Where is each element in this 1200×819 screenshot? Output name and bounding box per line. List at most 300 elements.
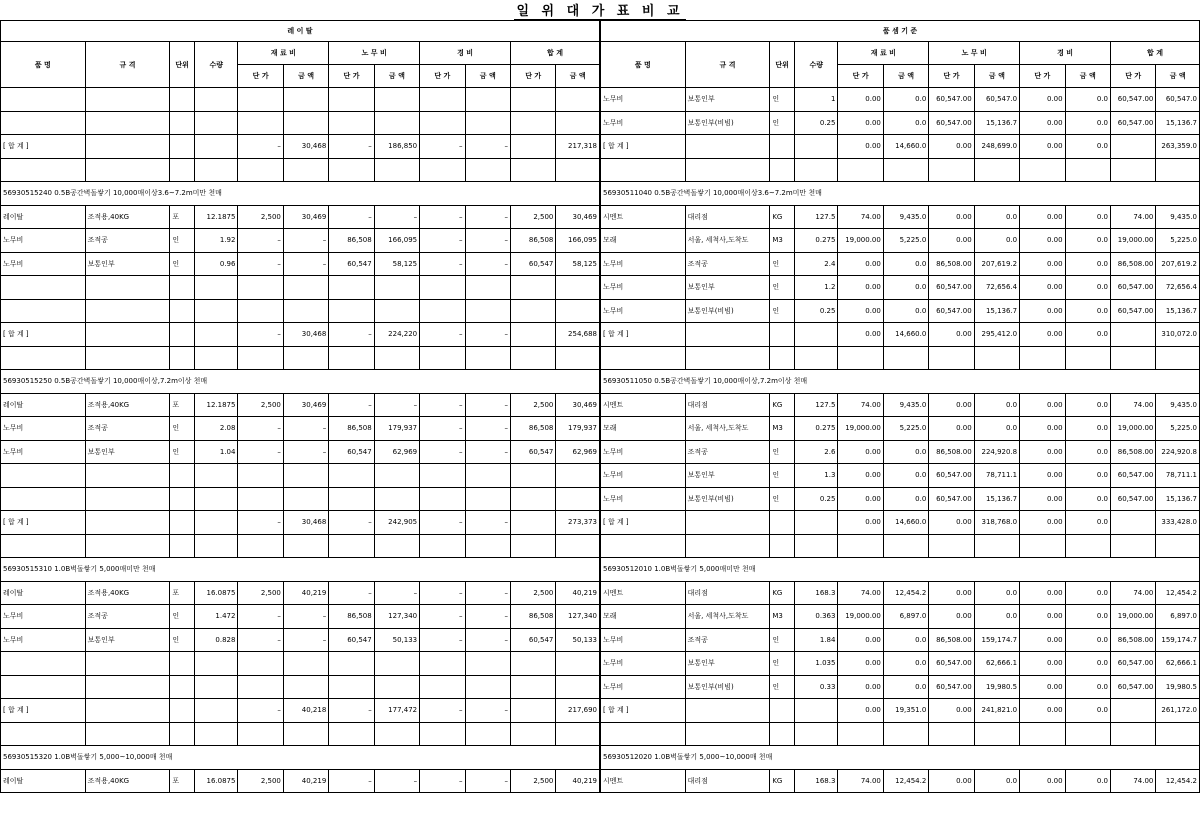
item-unit: KG (770, 393, 795, 417)
empty-cell (510, 722, 555, 746)
item-unit: 인 (770, 464, 795, 488)
value-ma: 0.0 (883, 652, 928, 676)
empty-cell (420, 534, 465, 558)
empty-cell (929, 722, 974, 746)
empty-cell (1020, 158, 1065, 182)
value-ea: 0.0 (1065, 393, 1110, 417)
empty-cell (838, 158, 883, 182)
item-row (1, 581, 600, 605)
sum-label: [ 합 계 ] (1, 511, 86, 535)
column-header-expense: 경 비 (1020, 42, 1111, 65)
empty-cell (283, 464, 328, 488)
empty-cell (195, 487, 238, 511)
value-tu: 60,547.00 (1110, 675, 1155, 699)
empty-cell (465, 722, 510, 746)
value-mu: – (238, 229, 283, 253)
empty-cell (329, 722, 374, 746)
empty-cell (283, 111, 328, 135)
empty-cell (556, 88, 600, 112)
empty-cell (85, 722, 170, 746)
empty-cell (85, 675, 170, 699)
value-lu: 60,547.00 (929, 88, 974, 112)
value-tu (510, 323, 555, 347)
value-la: 127,340 (374, 605, 419, 629)
section-title: 56930511040 0.5B공간벽돌쌓기 10,000매이상3.6~7.2m미만 천매 (601, 182, 1200, 206)
right-cost-table (600, 20, 1200, 793)
item-row (1, 229, 600, 253)
empty-cell (238, 722, 283, 746)
empty-cell (685, 158, 770, 182)
value-mu: 0.00 (838, 252, 883, 276)
table-group-header: 품 셈 기 준 (601, 21, 1200, 42)
value-ea: 0.0 (1065, 675, 1110, 699)
value-mu: 0.00 (838, 511, 883, 535)
empty-cell (974, 158, 1019, 182)
item-row (601, 417, 1200, 441)
value-tu: 74.00 (1110, 393, 1155, 417)
value-lu: 0.00 (929, 581, 974, 605)
value-ma: – (283, 417, 328, 441)
item-name: 시멘트 (601, 581, 686, 605)
value-ma: 40,219 (283, 581, 328, 605)
value-ea: 0.0 (1065, 229, 1110, 253)
value-mu: 0.00 (838, 699, 883, 723)
item-qty: 12.1875 (195, 205, 238, 229)
value-ma: 0.0 (883, 276, 928, 300)
header-row (601, 21, 1200, 42)
empty-cell (1020, 722, 1065, 746)
value-ma: 6,897.0 (883, 605, 928, 629)
column-header-unit-price: 단 가 (329, 65, 374, 88)
value-ma: 0.0 (883, 675, 928, 699)
empty-cell (238, 88, 283, 112)
value-tu: 86,508 (510, 605, 555, 629)
value-eu: 0.00 (1020, 299, 1065, 323)
empty-cell (170, 158, 195, 182)
value-la: 159,174.7 (974, 628, 1019, 652)
value-ea: – (465, 628, 510, 652)
empty-cell (1, 111, 86, 135)
empty-cell (329, 346, 374, 370)
item-name: 노무비 (1, 417, 86, 441)
empty-cell (1110, 722, 1155, 746)
value-la: 0.0 (974, 769, 1019, 793)
empty-cell (238, 675, 283, 699)
value-tu (510, 511, 555, 535)
table-row (1, 675, 600, 699)
empty-cell (195, 534, 238, 558)
empty-cell (374, 722, 419, 746)
table-row (601, 722, 1200, 746)
value-ma: 0.0 (883, 88, 928, 112)
page-title (0, 0, 1200, 20)
value-ea: – (465, 769, 510, 793)
empty-cell (85, 323, 170, 347)
value-eu: – (420, 252, 465, 276)
value-eu: 0.00 (1020, 675, 1065, 699)
sum-row (1, 511, 600, 535)
empty-cell (374, 158, 419, 182)
section-title: 56930512010 1.0B벽돌쌓기 5,000매미만 천매 (601, 558, 1200, 582)
table-row (1, 487, 600, 511)
empty-cell (465, 276, 510, 300)
value-mu: 74.00 (838, 205, 883, 229)
item-qty: 0.25 (795, 111, 838, 135)
value-tu (1110, 511, 1155, 535)
empty-cell (556, 111, 600, 135)
value-tu: 60,547.00 (1110, 464, 1155, 488)
value-mu: – (238, 323, 283, 347)
section-title: 56930512020 1.0B벽돌쌓기 5,000~10,000매 천매 (601, 746, 1200, 770)
column-header-qty: 수량 (795, 42, 838, 88)
value-eu: 0.00 (1020, 252, 1065, 276)
item-unit: 인 (770, 440, 795, 464)
empty-cell (170, 487, 195, 511)
value-lu: – (329, 581, 374, 605)
empty-cell (929, 158, 974, 182)
empty-cell (85, 276, 170, 300)
item-unit: 인 (770, 299, 795, 323)
empty-cell (601, 534, 686, 558)
empty-cell (170, 111, 195, 135)
value-ea: 0.0 (1065, 652, 1110, 676)
value-la: 0.0 (974, 229, 1019, 253)
item-qty: 1.92 (195, 229, 238, 253)
value-ta: 261,172.0 (1156, 699, 1200, 723)
empty-cell (770, 158, 795, 182)
value-ma: – (283, 440, 328, 464)
value-mu: – (238, 252, 283, 276)
value-ea: – (465, 135, 510, 159)
empty-cell (283, 652, 328, 676)
item-spec: 조적공 (685, 628, 770, 652)
empty-cell (420, 675, 465, 699)
empty-cell (974, 722, 1019, 746)
value-la: 15,136.7 (974, 487, 1019, 511)
value-tu: 86,508.00 (1110, 628, 1155, 652)
value-mu: 19,000.00 (838, 417, 883, 441)
column-header-labor: 노 무 비 (329, 42, 420, 65)
value-eu: – (420, 581, 465, 605)
sum-label: [ 합 계 ] (601, 135, 686, 159)
value-tu: 60,547 (510, 628, 555, 652)
empty-cell (283, 487, 328, 511)
item-row (1, 417, 600, 441)
empty-cell (374, 111, 419, 135)
empty-cell (329, 88, 374, 112)
value-ea: 0.0 (1065, 205, 1110, 229)
value-ma: 0.0 (883, 487, 928, 511)
section-row (601, 558, 1200, 582)
empty-cell (329, 534, 374, 558)
item-row (601, 652, 1200, 676)
item-qty: 0.25 (795, 487, 838, 511)
value-eu: 0.00 (1020, 323, 1065, 347)
empty-cell (420, 111, 465, 135)
empty-cell (329, 652, 374, 676)
value-mu: 2,500 (238, 205, 283, 229)
item-unit: 인 (170, 252, 195, 276)
value-ea: – (465, 699, 510, 723)
empty-cell (195, 158, 238, 182)
value-ma: 12,454.2 (883, 581, 928, 605)
empty-cell (329, 299, 374, 323)
column-header-qty: 수량 (195, 42, 238, 88)
value-ea: – (465, 393, 510, 417)
value-tu: 60,547 (510, 252, 555, 276)
empty-cell (238, 299, 283, 323)
value-la: 62,666.1 (974, 652, 1019, 676)
value-ma: – (283, 628, 328, 652)
value-ea: 0.0 (1065, 276, 1110, 300)
value-eu: – (420, 135, 465, 159)
table-row (1, 652, 600, 676)
column-header-expense: 경 비 (420, 42, 511, 65)
right-table-container (600, 20, 1200, 793)
empty-cell (238, 652, 283, 676)
empty-cell (238, 346, 283, 370)
empty-cell (1110, 346, 1155, 370)
value-tu: 86,508 (510, 229, 555, 253)
value-lu: 60,547.00 (929, 299, 974, 323)
value-tu: 60,547.00 (1110, 88, 1155, 112)
value-ma: 5,225.0 (883, 417, 928, 441)
sum-label: [ 합 계 ] (1, 699, 86, 723)
empty-cell (465, 652, 510, 676)
value-ma: – (283, 252, 328, 276)
value-lu: 60,547.00 (929, 276, 974, 300)
empty-cell (838, 534, 883, 558)
value-la: 224,920.8 (974, 440, 1019, 464)
value-la: – (374, 393, 419, 417)
column-header-unit-price: 단 가 (929, 65, 974, 88)
empty-cell (556, 722, 600, 746)
item-spec: 보통인부 (85, 252, 170, 276)
empty-cell (170, 652, 195, 676)
item-unit: 인 (770, 276, 795, 300)
item-unit: 포 (170, 393, 195, 417)
item-qty: 1.472 (195, 605, 238, 629)
value-lu: – (329, 769, 374, 793)
empty-cell (510, 346, 555, 370)
sum-row (1, 135, 600, 159)
column-header-spec: 규 격 (685, 42, 770, 88)
item-unit: 인 (770, 88, 795, 112)
item-row (601, 276, 1200, 300)
empty-cell (374, 464, 419, 488)
sum-label: [ 합 계 ] (601, 323, 686, 347)
left-table-container (0, 20, 600, 793)
empty-cell (510, 158, 555, 182)
section-title: 56930511050 0.5B공간벽돌쌓기 10,000매이상,7.2m이상 천매 (601, 370, 1200, 394)
section-row (601, 746, 1200, 770)
empty-cell (170, 135, 195, 159)
empty-cell (795, 135, 838, 159)
value-mu: 19,000.00 (838, 229, 883, 253)
left-cost-table (0, 20, 600, 793)
empty-cell (685, 534, 770, 558)
empty-cell (170, 534, 195, 558)
value-ma: – (283, 229, 328, 253)
item-spec: 조적공 (85, 605, 170, 629)
empty-cell (195, 652, 238, 676)
page-title-text: 일 위 대 가 표 비 교 (516, 4, 684, 19)
value-ma: 9,435.0 (883, 205, 928, 229)
sum-row (1, 323, 600, 347)
value-ta: 9,435.0 (1156, 205, 1200, 229)
value-ea: 0.0 (1065, 440, 1110, 464)
item-name: 레이탈 (1, 393, 86, 417)
value-ta: 15,136.7 (1156, 299, 1200, 323)
value-lu: 60,547 (329, 440, 374, 464)
item-row (601, 299, 1200, 323)
empty-cell (238, 487, 283, 511)
value-mu: 0.00 (838, 276, 883, 300)
item-unit: 포 (170, 581, 195, 605)
empty-cell (1110, 534, 1155, 558)
value-la: 78,711.1 (974, 464, 1019, 488)
empty-cell (883, 534, 928, 558)
item-qty: 0.828 (195, 628, 238, 652)
value-eu: 0.00 (1020, 135, 1065, 159)
empty-cell (795, 158, 838, 182)
value-lu: 86,508 (329, 229, 374, 253)
sum-label: [ 합 계 ] (601, 699, 686, 723)
value-ma: 40,218 (283, 699, 328, 723)
item-spec: 보통인부 (685, 652, 770, 676)
column-header-unit: 단위 (170, 42, 195, 88)
empty-cell (85, 464, 170, 488)
value-lu: – (329, 205, 374, 229)
value-ea: 0.0 (1065, 88, 1110, 112)
empty-cell (195, 299, 238, 323)
empty-cell (685, 511, 770, 535)
empty-cell (170, 276, 195, 300)
section-title: 56930515250 0.5B공간벽돌쌓기 10,000매이상,7.2m이상 천매 (1, 370, 600, 394)
value-ta: 254,688 (556, 323, 600, 347)
value-ta: 263,359.0 (1156, 135, 1200, 159)
value-la: 0.0 (974, 205, 1019, 229)
empty-cell (283, 534, 328, 558)
value-eu: – (420, 699, 465, 723)
empty-cell (420, 158, 465, 182)
value-la: 0.0 (974, 417, 1019, 441)
item-unit: 인 (770, 675, 795, 699)
value-lu: 0.00 (929, 605, 974, 629)
item-qty: 0.25 (795, 299, 838, 323)
value-mu: – (238, 605, 283, 629)
value-ta: 5,225.0 (1156, 229, 1200, 253)
table-row (1, 346, 600, 370)
item-unit: M3 (770, 229, 795, 253)
value-ma: 0.0 (883, 628, 928, 652)
empty-cell (1065, 158, 1110, 182)
item-row (601, 111, 1200, 135)
empty-cell (170, 88, 195, 112)
value-ma: 0.0 (883, 299, 928, 323)
value-mu: 2,500 (238, 769, 283, 793)
value-lu: 0.00 (929, 699, 974, 723)
empty-cell (1, 487, 86, 511)
empty-cell (170, 722, 195, 746)
table-row (601, 158, 1200, 182)
value-tu: 60,547 (510, 440, 555, 464)
empty-cell (1110, 158, 1155, 182)
empty-cell (465, 88, 510, 112)
empty-cell (795, 699, 838, 723)
value-la: 179,937 (374, 417, 419, 441)
empty-cell (1, 722, 86, 746)
value-ea: – (465, 252, 510, 276)
empty-cell (195, 464, 238, 488)
item-spec: 보통인부 (685, 464, 770, 488)
value-mu: 0.00 (838, 323, 883, 347)
empty-cell (974, 534, 1019, 558)
empty-cell (1, 464, 86, 488)
value-la: 0.0 (974, 581, 1019, 605)
item-spec: 보통인부 (685, 276, 770, 300)
value-la: 50,133 (374, 628, 419, 652)
item-qty: 0.275 (795, 417, 838, 441)
table-row (1, 464, 600, 488)
item-spec: 서울, 세척사,도착도 (685, 605, 770, 629)
sum-label: [ 합 계 ] (601, 511, 686, 535)
column-header-labor: 노 무 비 (929, 42, 1020, 65)
value-la: 0.0 (974, 605, 1019, 629)
value-ma: 5,225.0 (883, 229, 928, 253)
item-qty: 1.04 (195, 440, 238, 464)
item-unit: 인 (170, 417, 195, 441)
value-la: – (374, 205, 419, 229)
sum-row (601, 323, 1200, 347)
item-unit: 인 (170, 229, 195, 253)
empty-cell (1, 299, 86, 323)
value-lu: 60,547 (329, 252, 374, 276)
value-tu: 2,500 (510, 393, 555, 417)
empty-cell (329, 111, 374, 135)
table-row (1, 158, 600, 182)
value-ta: 166,095 (556, 229, 600, 253)
column-header-material: 재 료 비 (838, 42, 929, 65)
empty-cell (170, 323, 195, 347)
empty-cell (510, 652, 555, 676)
section-row (601, 182, 1200, 206)
value-la: 318,768.0 (974, 511, 1019, 535)
header-row (1, 42, 600, 65)
empty-cell (556, 652, 600, 676)
column-header-amount: 금 액 (556, 65, 600, 88)
value-ea: – (465, 323, 510, 347)
value-la: 207,619.2 (974, 252, 1019, 276)
value-mu: – (238, 628, 283, 652)
sum-row (601, 511, 1200, 535)
empty-cell (420, 299, 465, 323)
empty-cell (1, 158, 86, 182)
value-la: 186,850 (374, 135, 419, 159)
item-row (601, 675, 1200, 699)
item-row (1, 252, 600, 276)
item-spec: 대리점 (685, 769, 770, 793)
value-mu: 74.00 (838, 581, 883, 605)
value-lu: – (329, 135, 374, 159)
value-lu: 0.00 (929, 205, 974, 229)
sum-label: [ 합 계 ] (1, 135, 86, 159)
value-tu: 74.00 (1110, 205, 1155, 229)
empty-cell (685, 699, 770, 723)
value-la: 248,699.0 (974, 135, 1019, 159)
item-spec: 조적공 (685, 440, 770, 464)
item-row (1, 628, 600, 652)
